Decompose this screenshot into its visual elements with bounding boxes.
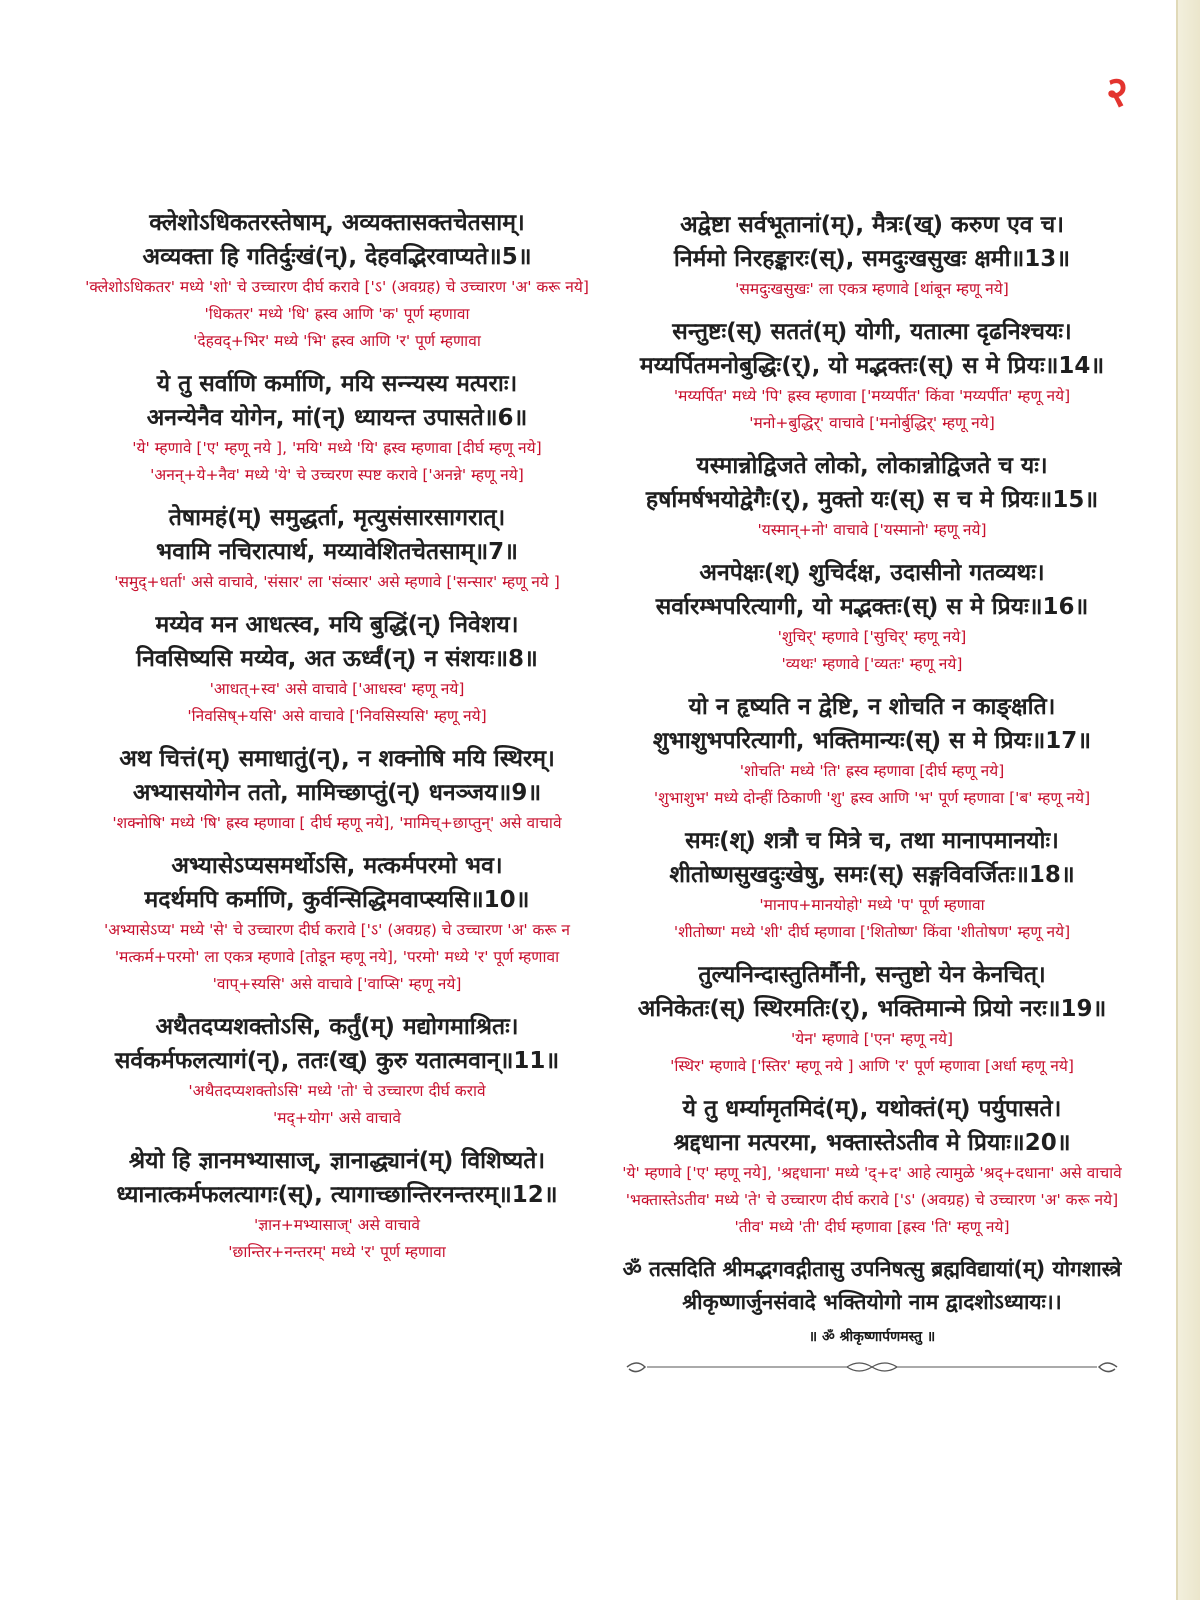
verse-block bbox=[14, 1010, 660, 1132]
verse-line: अथ चित्तं(म्) समाधातुं(न्), न शक्नोषि मयि स्थिरम्। bbox=[119, 746, 555, 772]
right-column bbox=[600, 208, 1144, 1377]
pronunciation-note: 'शीतोष्ण' मध्ये 'शी' दीर्घ म्हणावा ['शितोष्ण' किंवा 'शीतोषण' म्हणू नये] bbox=[673, 923, 1071, 941]
verse-line: भवामि नचिरात्पार्थ, मय्यावेशितचेतसाम्॥7॥ bbox=[156, 539, 518, 565]
verse-block bbox=[600, 958, 1144, 1080]
verse-line: मदर्थमपि कर्माणि, कुर्वन्सिद्धिमवाप्स्यसि॥10॥ bbox=[144, 887, 530, 913]
page-number: २ bbox=[1106, 67, 1128, 116]
verse-line: अभ्यासेऽप्यसमर्थोऽसि, मत्कर्मपरमो भव। bbox=[171, 853, 503, 879]
verse-line: सर्वारम्भपरित्यागी, यो मद्भक्तः(स्) स मे प्रियः॥16॥ bbox=[655, 594, 1089, 620]
verse-line: यो न हृष्यति न द्वेष्टि, न शोचति न काङ्क्षति। bbox=[688, 694, 1056, 720]
pronunciation-note: 'अनन्+ये+नैव' मध्ये 'ये' चे उच्चरण स्पष्ट करावे ['अनन्ने' म्हणू नये] bbox=[150, 466, 524, 484]
verse-line: ये तु सर्वाणि कर्माणि, मयि सन्न्यस्य मत्पराः। bbox=[156, 371, 518, 397]
pronunciation-note: 'मनो+बुद्धिर्' वाचावे ['मनोर्बुद्धिर्' म्हणू नये] bbox=[749, 414, 995, 432]
pronunciation-note: 'व्यथः' म्हणावे ['व्यतः' म्हणू नये] bbox=[781, 655, 963, 673]
pronunciation-note: 'वाप्+स्यसि' असे वाचावे ['वाप्सि' म्हणू नये] bbox=[212, 975, 462, 993]
verse-line: सर्वकर्मफलत्यागं(न्), ततः(ख्) कुरु यतात्मवान्॥11॥ bbox=[114, 1048, 560, 1074]
verse-line: तेषामहं(म्) समुद्धर्ता, मृत्युसंसारसागरात्। bbox=[168, 505, 506, 531]
verse-line: श्रेयो हि ज्ञानमभ्यासाज्, ज्ञानाद्ध्यानं(म्) विशिष्यते। bbox=[128, 1148, 546, 1174]
verse-line: निर्ममो निरहङ्कारः(स्), समदुःखसुखः क्षमी॥13॥ bbox=[673, 246, 1071, 272]
verse-block bbox=[600, 1092, 1144, 1241]
verse-line: ध्यानात्कर्मफलत्यागः(स्), त्यागाच्छान्तिरनन्तरम्॥12॥ bbox=[116, 1182, 558, 1208]
pronunciation-note: 'मद्+योग' असे वाचावे bbox=[272, 1109, 402, 1127]
verse-line: अव्यक्ता हि गतिर्दुःखं(न्), देहवद्भिरवाप्यते॥5॥ bbox=[142, 244, 532, 270]
colophon-line: ॐ तत्सदिति श्रीमद्भगवद्गीतासु उपनिषत्सु ब्रह्मविद्यायां(म्) योगशास्त्रे bbox=[622, 1257, 1122, 1281]
pronunciation-note: 'क्लेशोऽधिकतर' मध्ये 'शो' चे उच्चारण दीर्घ करावे ['ऽ' (अवग्रह) चे उच्चारण 'अ' करू नये] bbox=[85, 278, 589, 296]
dedication-line: ॥ ॐ श्रीकृष्णार्पणमस्तु ॥ bbox=[808, 1329, 936, 1345]
verse-line: श्रद्दधाना मत्परमा, भक्तास्तेऽतीव मे प्रियाः॥20॥ bbox=[673, 1130, 1071, 1156]
pronunciation-note: 'समुद्+धर्ता' असे वाचावे, 'संसार' ला 'संव्सार' असे म्हणावे ['सन्सार' म्हणू नये ] bbox=[114, 573, 560, 591]
verse-line: अद्वेष्टा सर्वभूतानां(म्), मैत्रः(ख्) करुण एव च। bbox=[680, 212, 1064, 238]
pronunciation-note: 'देहवद्+भिर' मध्ये 'भि' ह्रस्व आणि 'र' पूर्ण म्हणावा bbox=[193, 332, 481, 350]
pronunciation-note: 'मानाप+मानयोहो' मध्ये 'प' पूर्ण म्हणावा bbox=[759, 896, 985, 914]
verse-line: अथैतदप्यशक्तोऽसि, कर्तुं(म्) मद्योगमाश्रितः। bbox=[155, 1014, 519, 1040]
ornamental-divider bbox=[617, 1357, 1127, 1377]
pronunciation-note: 'अथैतदप्यशक्तोऽसि' मध्ये 'तो' चे उच्चारण दीर्घ करावे bbox=[188, 1082, 486, 1100]
verse-line: अभ्यासयोगेन ततो, मामिच्छाप्तुं(न्) धनञ्जय॥9॥ bbox=[132, 780, 542, 806]
verse-block bbox=[14, 1144, 660, 1266]
verse-block bbox=[600, 315, 1144, 437]
pronunciation-note: 'येन' म्हणावे ['एन' म्हणू नये] bbox=[790, 1030, 954, 1048]
pronunciation-note: 'भक्तास्तेऽतीव' मध्ये 'ते' चे उच्चारण दीर्घ करावे ['ऽ' (अवग्रह) चे उच्चारण 'अ' करू नये] bbox=[625, 1191, 1119, 1209]
pronunciation-note: 'तीव' मध्ये 'ती' दीर्घ म्हणावा [ह्रस्व 'ति' म्हणू नये] bbox=[734, 1218, 1010, 1236]
verse-block bbox=[14, 206, 660, 355]
verse-line: हर्षामर्षभयोद्वेगैः(र्), मुक्तो यः(स्) स च मे प्रियः॥15॥ bbox=[645, 487, 1099, 513]
right-verse-blocks bbox=[600, 208, 1144, 1241]
pronunciation-note: 'धिकतर' मध्ये 'धि' ह्रस्व आणि 'क' पूर्ण म्हणावा bbox=[204, 305, 470, 323]
pronunciation-note: 'अभ्यासेऽप्य' मध्ये 'से' चे उच्चारण दीर्घ करावे ['ऽ' (अवग्रह) चे उच्चारण 'अ' करू न bbox=[103, 921, 571, 939]
chapter-colophon bbox=[600, 1253, 1144, 1377]
verse-line: तुल्यनिन्दास्तुतिर्मौनी, सन्तुष्टो येन केनचित्। bbox=[698, 962, 1046, 988]
pronunciation-note: 'आधत्+स्व' असे वाचावे ['आधस्व' म्हणू नये] bbox=[209, 680, 465, 698]
pronunciation-note: 'यस्मान्+नो' वाचावे ['यस्मानो' म्हणू नये] bbox=[757, 521, 987, 539]
verse-block bbox=[14, 742, 660, 837]
verse-block bbox=[600, 824, 1144, 946]
verse-block bbox=[14, 501, 660, 596]
page-edge-strip bbox=[1176, 0, 1200, 1600]
verse-line: समः(श्) शत्रौ च मित्रे च, तथा मानापमानयोः। bbox=[685, 828, 1059, 854]
pronunciation-note: 'छान्तिर+नन्तरम्' मध्ये 'र' पूर्ण म्हणावा bbox=[228, 1243, 446, 1261]
pronunciation-note: 'मय्यर्पित' मध्ये 'पि' ह्रस्व म्हणावा ['मय्यर्पीत' किंवा 'मय्यर्पीत' म्हणू नये] bbox=[673, 387, 1071, 405]
left-column bbox=[14, 206, 660, 1278]
verse-block bbox=[600, 449, 1144, 544]
colophon-line: श्रीकृष्णार्जुनसंवादे भक्तियोगो नाम द्वादशोऽध्यायः।। bbox=[682, 1290, 1062, 1314]
verse-block bbox=[600, 208, 1144, 303]
verse-block bbox=[600, 556, 1144, 678]
pronunciation-note: 'समदुःखसुखः' ला एकत्र म्हणावे [थांबून म्हणू नये] bbox=[735, 280, 1009, 298]
pronunciation-note: 'निवसिष्+यसि' असे वाचावे ['निवसिस्यसि' म्हणू नये] bbox=[187, 707, 487, 725]
verse-line: शुभाशुभपरित्यागी, भक्तिमान्यः(स्) स मे प्रियः॥17॥ bbox=[652, 728, 1092, 754]
verse-block bbox=[14, 367, 660, 489]
pronunciation-note: 'ये' म्हणावे ['ए' म्हणू नये ], 'मयि' मध्ये 'यि' ह्रस्व म्हणावा [दीर्घ म्हणू नये] bbox=[132, 439, 542, 457]
verse-line: अनपेक्षः(श्) शुचिर्दक्ष, उदासीनो गतव्यथः। bbox=[699, 560, 1045, 586]
verse-line: निवसिष्यसि मय्येव, अत ऊर्ध्वं(न्) न संशयः॥8॥ bbox=[136, 646, 538, 672]
verse-line: सन्तुष्टः(स्) सततं(म्) योगी, यतात्मा दृढनिश्चयः। bbox=[672, 319, 1072, 345]
verse-block bbox=[600, 690, 1144, 812]
pronunciation-note: 'शक्नोषि' मध्ये 'षि' ह्रस्व म्हणावा [ दीर्घ म्हणू नये], 'मामिच्+छाप्तुन्' असे वाचावे bbox=[112, 814, 562, 832]
pronunciation-note: 'शोचति' मध्ये 'ति' ह्रस्व म्हणावा [दीर्घ म्हणू नये] bbox=[739, 762, 1005, 780]
verse-line: ये तु धर्म्यामृतमिदं(म्), यथोक्तं(म्) पर्युपासते। bbox=[682, 1096, 1062, 1122]
verse-line: अनिकेतः(स्) स्थिरमतिः(र्), भक्तिमान्मे प्रियो नरः॥19॥ bbox=[637, 996, 1107, 1022]
verse-line: मय्येव मन आधत्स्व, मयि बुद्धिं(न्) निवेशय। bbox=[155, 612, 519, 638]
verse-line: यस्मान्नोद्विजते लोको, लोकान्नोद्विजते च यः। bbox=[696, 453, 1048, 479]
verse-block bbox=[14, 849, 660, 998]
pronunciation-note: 'ज्ञान+मभ्यासाज्' असे वाचावे bbox=[253, 1216, 421, 1234]
pronunciation-note: 'मत्कर्म+परमो' ला एकत्र म्हणावे [तोडून म्हणू नये], 'परमो' मध्ये 'र' पूर्ण म्हणावा bbox=[114, 948, 560, 966]
pronunciation-note: 'शुचिर्' म्हणावे ['सुचिर्' म्हणू नये] bbox=[777, 628, 967, 646]
verse-line: क्लेशोऽधिकतरस्तेषाम्, अव्यक्तासक्तचेतसाम्। bbox=[149, 210, 525, 236]
verse-line: अनन्येनैव योगेन, मां(न्) ध्यायन्त उपासते॥6॥ bbox=[146, 405, 528, 431]
verse-block bbox=[14, 608, 660, 730]
verse-line: शीतोष्णसुखदुःखेषु, समः(स्) सङ्गविवर्जितः॥18॥ bbox=[669, 862, 1075, 888]
pronunciation-note: 'ये' म्हणावे ['ए' म्हणू नये], 'श्रद्दधाना' मध्ये 'द्+द' आहे त्यामुळे 'श्रद्+दधाना' असे वाचावे bbox=[622, 1164, 1122, 1182]
verse-line: मय्यर्पितमनोबुद्धिः(र्), यो मद्भक्तः(स्) स मे प्रियः॥14॥ bbox=[639, 353, 1105, 379]
pronunciation-note: 'स्थिर' म्हणावे ['स्तिर' म्हणू नये ] आणि 'र' पूर्ण म्हणावा [अर्धा म्हणू नये] bbox=[670, 1057, 1074, 1075]
pronunciation-note: 'शुभाशुभ' मध्ये दोन्हीं ठिकाणी 'शु' ह्रस्व आणि 'भ' पूर्ण म्हणावा ['ब' म्हणू नये] bbox=[653, 789, 1091, 807]
